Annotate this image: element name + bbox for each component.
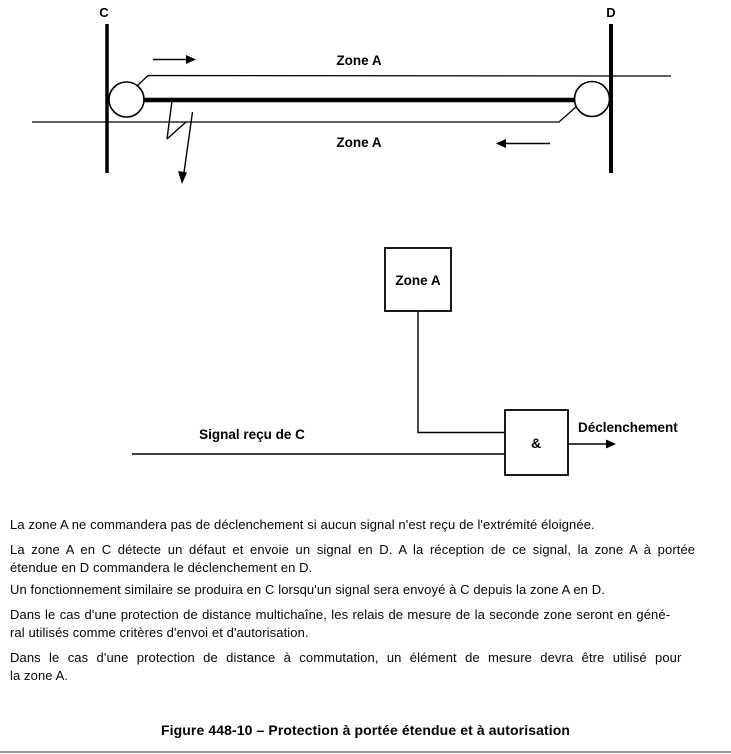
- zone-a-box-label: Zone A: [395, 273, 441, 288]
- zone-a-top-label: Zone A: [336, 53, 382, 68]
- and-gate-label: &: [530, 435, 542, 451]
- paragraph-2: [10, 541, 722, 577]
- paragraph-line: La zone A en C détecte un défaut et envoie un signal en D. A la réception de ce signal, la zone A à portée: [10, 542, 696, 557]
- paragraph-line: Dans le cas d'une protection de distance multichaîne, les relais de mesure de la seconde zone seront en géné-: [10, 607, 671, 622]
- zone-a-bottom-label: Zone A: [336, 135, 382, 150]
- logic-diagram: [132, 248, 678, 475]
- fault-symbol-icon: [167, 101, 193, 184]
- bus-d-label: D: [606, 5, 616, 20]
- bus-c-label: C: [99, 5, 109, 20]
- direction-arrow-left-icon: [496, 139, 550, 148]
- paragraph-3: [10, 581, 722, 599]
- page-bottom-rule: [0, 751, 731, 753]
- transmission-line-diagram: [32, 5, 671, 184]
- zone-a-to-and-connector: [418, 311, 505, 433]
- paragraph-5: [10, 649, 722, 685]
- figure-caption: Figure 448-10 – Protection à portée étendue et à autorisation: [160, 722, 571, 738]
- paragraph-line: Un fonctionnement similaire se produira en C lorsqu'un signal sera envoyé à C depuis la zone A en D.: [10, 582, 605, 597]
- paragraph-line: La zone A ne commandera pas de déclenchement si aucun signal n'est reçu de l'extrémité éloignée.: [10, 517, 595, 532]
- breaker-c-circle: [109, 82, 144, 117]
- breaker-d-circle: [575, 82, 610, 117]
- paragraph-4: [10, 606, 722, 642]
- paragraph-line: ral utilisés comme critères d'envoi et d'autorisation.: [10, 625, 309, 640]
- received-signal-label: Signal reçu de C: [199, 427, 305, 442]
- paragraph-line: étendue en D commandera le déclenchement en D.: [10, 560, 313, 575]
- direction-arrow-right-icon: [153, 55, 196, 64]
- paragraph-line: la zone A.: [10, 668, 69, 683]
- paragraph-line: Dans le cas d'une protection de distance à commutation, un élément de mesure devra être utilisé pour: [10, 650, 682, 665]
- trip-output-label: Déclenchement: [578, 420, 678, 435]
- paragraph-1: [10, 516, 722, 534]
- trip-output-arrow-icon: [568, 440, 616, 449]
